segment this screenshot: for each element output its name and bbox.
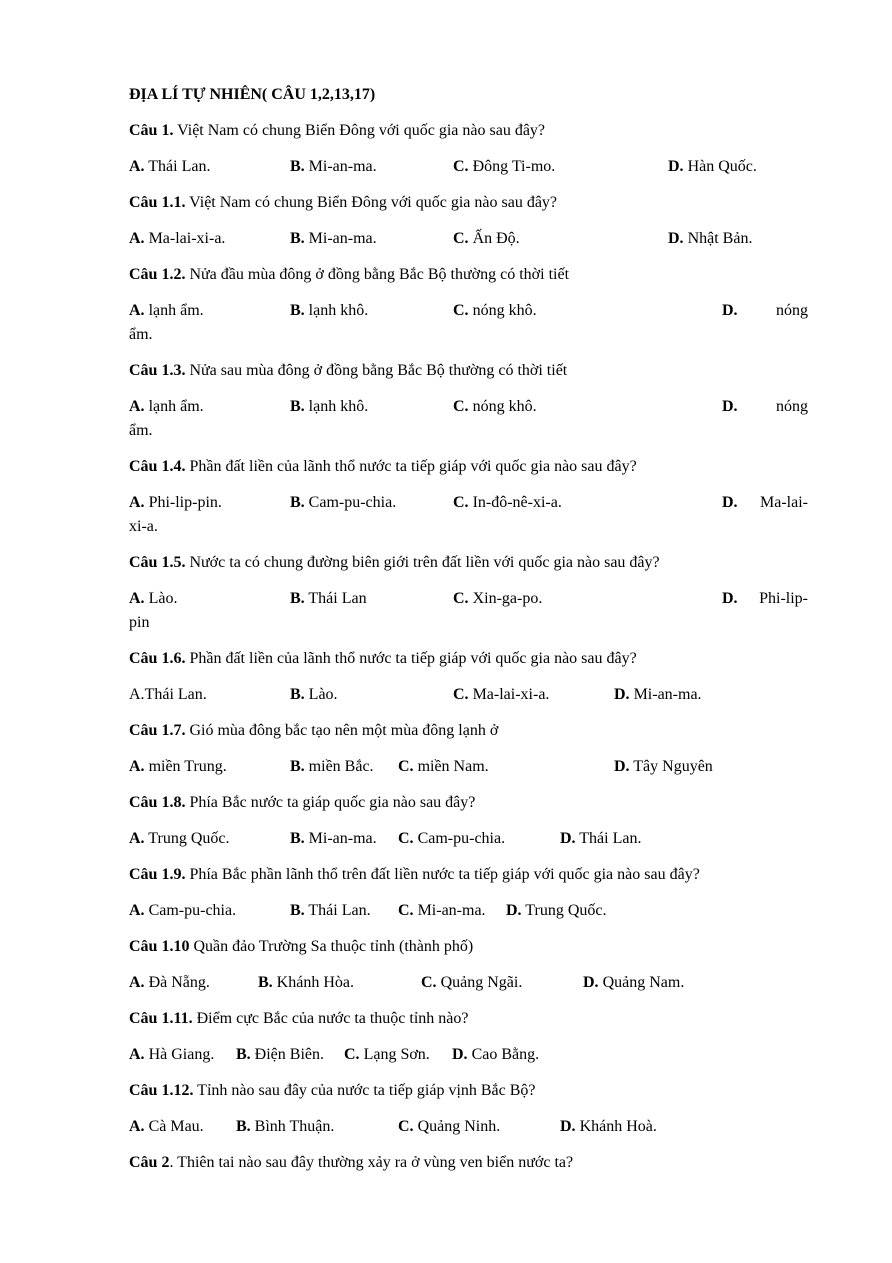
answer-option[interactable]	[290, 830, 377, 848]
question-number: Câu 1.8.	[129, 794, 186, 811]
question-stem	[129, 266, 569, 284]
answer-option[interactable]	[722, 302, 808, 320]
option-text: Quảng Ngãi.	[436, 974, 523, 991]
question-number: Câu 1.9.	[129, 866, 186, 883]
option-text: Quảng Ninh.	[413, 1118, 501, 1135]
option-text-continued: xi-a.	[129, 518, 158, 535]
question-number: Câu 2	[129, 1154, 170, 1171]
question-text: Quần đảo Trường Sa thuộc tỉnh (thành phố)	[189, 938, 474, 955]
option-text: nóng khô.	[468, 398, 537, 415]
question-text: . Thiên tai nào sau đây thường xảy ra ở vùng ven biển nước ta?	[169, 1154, 574, 1171]
answer-option[interactable]	[290, 686, 338, 704]
answer-option[interactable]	[129, 902, 236, 920]
question-number: Câu 1.1.	[129, 194, 186, 211]
option-letter: D.	[560, 830, 576, 847]
answer-option[interactable]	[421, 974, 522, 992]
option-letter: C.	[398, 758, 414, 775]
answer-option[interactable]	[398, 1118, 500, 1136]
option-letter: C.	[398, 1118, 414, 1135]
option-letter: B.	[236, 1046, 251, 1063]
question-text: Việt Nam có chung Biển Đông với quốc gia nào sau đây?	[185, 194, 558, 211]
answer-option[interactable]	[453, 590, 542, 608]
answer-option[interactable]	[722, 398, 808, 416]
answer-option[interactable]	[290, 398, 368, 416]
option-text: Trung Quốc.	[144, 830, 230, 847]
option-letter: C.	[453, 398, 469, 415]
option-letter: D.	[722, 302, 738, 319]
option-letter: B.	[290, 590, 305, 607]
question-text: Gió mùa đông bắc tạo nên một mùa đông lạnh ở	[185, 722, 499, 739]
question-number: Câu 1.6.	[129, 650, 186, 667]
option-text: Đông Ti-mo.	[468, 158, 556, 175]
option-text: Mi-an-ma.	[413, 902, 486, 919]
option-letter: A.	[129, 590, 145, 607]
answer-option[interactable]	[290, 758, 374, 776]
option-letter: A.	[129, 830, 145, 847]
answer-option-line	[722, 302, 808, 320]
question-number: Câu 1.12.	[129, 1082, 194, 1099]
answer-option[interactable]	[129, 158, 210, 176]
answer-option[interactable]	[290, 302, 368, 320]
question-number: Câu 1.7.	[129, 722, 186, 739]
answer-option[interactable]	[129, 686, 207, 704]
option-text: Thái Lan	[304, 590, 367, 607]
answer-option[interactable]	[560, 830, 641, 848]
answer-option[interactable]	[290, 158, 377, 176]
option-text: Tây Nguyên	[629, 758, 713, 775]
answer-option[interactable]	[453, 398, 537, 416]
option-letter: A.	[129, 494, 145, 511]
option-text: Phi-lip-	[759, 590, 808, 607]
question-text: Tỉnh nào sau đây của nước ta tiếp giáp vịnh Bắc Bộ?	[193, 1082, 536, 1099]
answer-option[interactable]	[129, 1118, 204, 1136]
option-text: miền Bắc.	[304, 758, 374, 775]
option-text: nóng khô.	[468, 302, 537, 319]
option-text: Cao Bằng.	[467, 1046, 540, 1063]
option-text: Cam-pu-chia.	[413, 830, 506, 847]
option-text: Thái Lan.	[144, 158, 211, 175]
option-text: Mi-an-ma.	[304, 230, 377, 247]
option-letter: B.	[258, 974, 273, 991]
answer-option[interactable]	[129, 1046, 214, 1064]
option-letter: A.	[129, 158, 145, 175]
answer-option[interactable]	[398, 902, 486, 920]
option-letter: A.	[129, 302, 145, 319]
answer-option[interactable]	[453, 230, 520, 248]
option-letter: C.	[398, 902, 414, 919]
question-stem	[129, 650, 637, 668]
answer-option[interactable]	[290, 494, 396, 512]
answer-option[interactable]	[236, 1046, 324, 1064]
question-number: Câu 1.10	[129, 938, 190, 955]
option-letter: A.	[129, 1118, 145, 1135]
answer-option[interactable]	[129, 230, 225, 248]
question-number: Câu 1.5.	[129, 554, 186, 571]
option-letter: B.	[290, 398, 305, 415]
question-text: Phía Bắc nước ta giáp quốc gia nào sau đây?	[185, 794, 476, 811]
option-letter: A.	[129, 902, 145, 919]
option-letter: D.	[506, 902, 522, 919]
option-letter: B.	[290, 302, 305, 319]
answer-option-line	[722, 590, 808, 608]
option-letter: D.	[668, 230, 684, 247]
option-text: Thái Lan.	[144, 686, 207, 703]
option-letter: A.	[129, 974, 145, 991]
answer-option[interactable]	[583, 974, 684, 992]
option-text: lạnh khô.	[304, 302, 369, 319]
answer-option[interactable]	[258, 974, 354, 992]
option-text: Khánh Hòa.	[272, 974, 354, 991]
option-text: Mi-an-ma.	[304, 158, 377, 175]
option-letter: B.	[290, 902, 305, 919]
option-text: Lào.	[144, 590, 178, 607]
option-letter: C.	[453, 686, 469, 703]
option-text: Đà Nẵng.	[144, 974, 210, 991]
answer-option[interactable]	[722, 590, 808, 608]
option-letter: D.	[614, 758, 630, 775]
option-text: Cam-pu-chia.	[304, 494, 397, 511]
answer-option[interactable]	[398, 830, 505, 848]
option-letter: D.	[668, 158, 684, 175]
option-text: Quảng Nam.	[598, 974, 685, 991]
option-letter: D.	[722, 590, 738, 607]
option-letter: A.	[129, 758, 145, 775]
answer-option-line	[722, 398, 808, 416]
answer-option[interactable]	[398, 758, 489, 776]
question-number: Câu 1.3.	[129, 362, 186, 379]
question-number: Câu 1.4.	[129, 458, 186, 475]
option-letter: C.	[453, 158, 469, 175]
question-stem	[129, 722, 498, 740]
option-letter: B.	[236, 1118, 251, 1135]
option-letter: D.	[614, 686, 630, 703]
option-letter: C.	[453, 494, 469, 511]
option-text: In-đô-nê-xi-a.	[468, 494, 562, 511]
option-text: lạnh ẩm.	[144, 398, 204, 415]
answer-option[interactable]	[614, 758, 713, 776]
answer-option[interactable]	[129, 830, 229, 848]
question-stem	[129, 458, 637, 476]
option-letter: B.	[290, 230, 305, 247]
answer-option[interactable]	[129, 974, 210, 992]
option-text: Lạng Sơn.	[359, 1046, 430, 1063]
question-stem	[129, 362, 567, 380]
option-text: Thái Lan.	[304, 902, 371, 919]
option-text: miền Trung.	[144, 758, 227, 775]
answer-option-line	[722, 494, 808, 512]
question-text: Nửa sau mùa đông ở đồng bằng Bắc Bộ thường có thời tiết	[185, 362, 568, 379]
answer-option[interactable]	[290, 902, 371, 920]
option-letter: C.	[398, 830, 414, 847]
answer-option[interactable]	[129, 398, 204, 416]
question-text: Phần đất liền của lãnh thổ nước ta tiếp giáp với quốc gia nào sau đây?	[185, 650, 637, 667]
option-letter: A.	[129, 1046, 145, 1063]
option-letter: B.	[290, 686, 305, 703]
question-number: Câu 1.2.	[129, 266, 186, 283]
option-letter: A.	[129, 230, 145, 247]
section-title: ĐỊA LÍ TỰ NHIÊN( CÂU 1,2,13,17)	[129, 86, 376, 103]
answer-option[interactable]	[722, 494, 808, 512]
option-text: Phi-lip-pin.	[144, 494, 222, 511]
option-text-continued: ẩm.	[129, 422, 153, 439]
option-letter: B.	[290, 758, 305, 775]
answer-option[interactable]	[129, 590, 177, 608]
option-text: Cam-pu-chia.	[144, 902, 237, 919]
question-text: Điểm cực Bắc của nước ta thuộc tỉnh nào?	[192, 1010, 469, 1027]
question-stem	[129, 1082, 536, 1100]
option-letter: C.	[453, 302, 469, 319]
answer-option[interactable]	[129, 758, 227, 776]
question-stem	[129, 866, 700, 884]
option-letter: B.	[290, 158, 305, 175]
option-letter: D.	[722, 494, 738, 511]
answer-option[interactable]	[129, 494, 222, 512]
question-stem	[129, 1010, 469, 1028]
option-letter: A.	[129, 398, 145, 415]
answer-option[interactable]	[290, 590, 367, 608]
option-text: Bình Thuận.	[250, 1118, 335, 1135]
option-text: Khánh Hoà.	[575, 1118, 657, 1135]
option-letter: D.	[452, 1046, 468, 1063]
option-text: nóng	[776, 398, 808, 415]
option-letter: C.	[453, 230, 469, 247]
question-text: Nước ta có chung đường biên giới trên đất liền với quốc gia nào sau đây?	[185, 554, 660, 571]
question-stem	[129, 554, 660, 572]
answer-option[interactable]	[453, 302, 537, 320]
question-stem	[129, 122, 545, 140]
option-text: Trung Quốc.	[521, 902, 607, 919]
answer-option[interactable]	[290, 230, 377, 248]
option-text: nóng	[776, 302, 808, 319]
option-text: Hàn Quốc.	[683, 158, 757, 175]
option-text: Thái Lan.	[575, 830, 642, 847]
option-letter: C.	[421, 974, 437, 991]
question-text: Việt Nam có chung Biển Đông với quốc gia nào sau đây?	[173, 122, 546, 139]
option-letter: B.	[290, 494, 305, 511]
option-text: miền Nam.	[413, 758, 489, 775]
option-letter: D.	[560, 1118, 576, 1135]
question-stem	[129, 194, 557, 212]
option-text: Mi-an-ma.	[629, 686, 702, 703]
question-text: Phía Bắc phần lãnh thổ trên đất liền nước ta tiếp giáp với quốc gia nào sau đây?	[185, 866, 700, 883]
option-letter: C.	[344, 1046, 360, 1063]
question-text: Phần đất liền của lãnh thổ nước ta tiếp giáp với quốc gia nào sau đây?	[185, 458, 637, 475]
question-number: Câu 1.11.	[129, 1010, 193, 1027]
option-text: Cà Mau.	[144, 1118, 204, 1135]
option-text: Nhật Bản.	[683, 230, 753, 247]
question-stem	[129, 794, 475, 812]
option-text-continued: ẩm.	[129, 326, 153, 343]
option-text: Ma-lai-xi-a.	[144, 230, 226, 247]
option-text: Ma-lai-xi-a.	[468, 686, 550, 703]
question-text: Nửa đầu mùa đông ở đồng bằng Bắc Bộ thường có thời tiết	[185, 266, 570, 283]
option-letter: D.	[583, 974, 599, 991]
answer-option[interactable]	[236, 1118, 334, 1136]
option-text: Điện Biên.	[250, 1046, 324, 1063]
question-stem	[129, 1154, 573, 1172]
option-text: Mi-an-ma.	[304, 830, 377, 847]
option-text: lạnh khô.	[304, 398, 369, 415]
answer-option[interactable]	[560, 1118, 657, 1136]
option-text: Lào.	[304, 686, 338, 703]
answer-option[interactable]	[452, 1046, 539, 1064]
question-stem	[129, 938, 473, 956]
option-letter: D.	[722, 398, 738, 415]
answer-option[interactable]	[453, 494, 562, 512]
option-text-continued: pin	[129, 614, 150, 631]
answer-option[interactable]	[129, 302, 204, 320]
option-text: lạnh ẩm.	[144, 302, 204, 319]
option-letter: C.	[453, 590, 469, 607]
answer-option[interactable]	[453, 158, 555, 176]
answer-option[interactable]	[506, 902, 606, 920]
option-letter: A.	[129, 686, 145, 703]
option-letter: B.	[290, 830, 305, 847]
option-text: Ấn Độ.	[468, 230, 520, 247]
answer-option[interactable]	[668, 230, 752, 248]
question-number: Câu 1.	[129, 122, 174, 139]
option-text: Xin-ga-po.	[468, 590, 543, 607]
answer-option[interactable]	[614, 686, 702, 704]
answer-option[interactable]	[453, 686, 549, 704]
answer-option[interactable]	[344, 1046, 430, 1064]
option-text: Ma-lai-	[760, 494, 808, 511]
answer-option[interactable]	[668, 158, 757, 176]
option-text: Hà Giang.	[144, 1046, 215, 1063]
